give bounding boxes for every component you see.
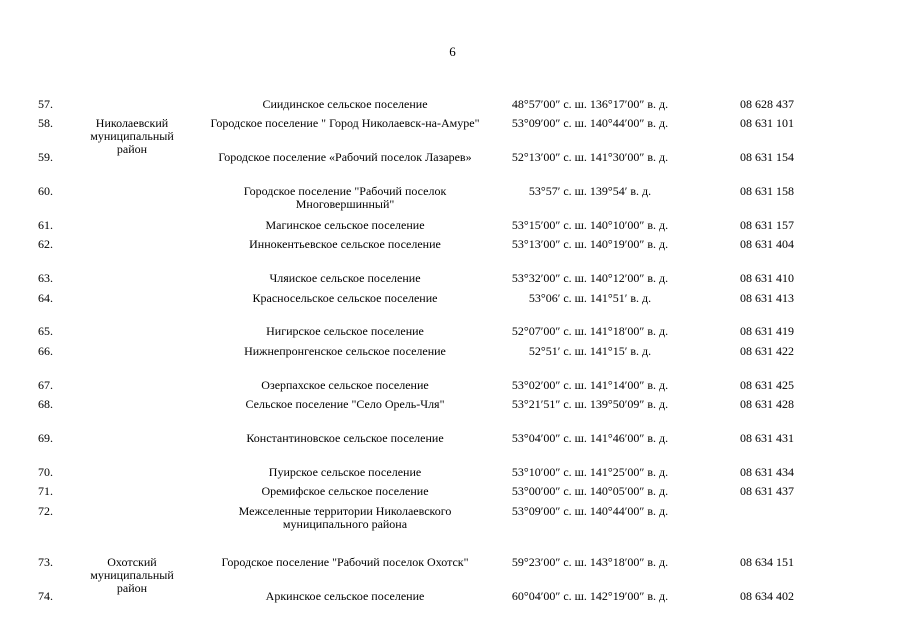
row-number: 73.	[38, 555, 53, 569]
oktmo-code: 08 631 404	[740, 237, 794, 251]
row-number: 62.	[38, 237, 53, 251]
oktmo-code: 08 631 410	[740, 271, 794, 285]
coordinates: 53°10′00″ с. ш. 141°25′00″ в. д.	[511, 465, 669, 479]
row-number: 68.	[38, 397, 53, 411]
coordinates: 53°09′00″ с. ш. 140°44′00″ в. д.	[511, 504, 669, 518]
coordinates: 53°04′00″ с. ш. 141°46′00″ в. д.	[511, 431, 669, 445]
settlement-name: Красносельское сельское поселение	[252, 291, 438, 305]
table-row	[0, 590, 905, 606]
settlement-name: Озерпахское сельское поселение	[261, 378, 429, 392]
coordinates: 53°06′ с. ш. 141°51′ в. д.	[528, 291, 652, 305]
settlement-name: Нигирское сельское поселение	[266, 324, 424, 338]
settlement-name: Городское поселение " Город Николаевск-на-Амуре"	[210, 116, 480, 130]
row-number: 74.	[38, 589, 53, 603]
coordinates: 52°51′ с. ш. 141°15′ в. д.	[528, 344, 652, 358]
oktmo-code: 08 631 422	[740, 344, 794, 358]
table-row	[0, 485, 905, 501]
settlement-name: Оремифское сельское поселение	[261, 484, 429, 498]
oktmo-code: 08 634 402	[740, 589, 794, 603]
oktmo-code: 08 628 437	[740, 97, 794, 111]
table-row	[0, 432, 905, 448]
table-row	[0, 151, 905, 167]
settlement-name: Магинское сельское поселение	[265, 218, 425, 232]
coordinates: 53°02′00″ с. ш. 141°14′00″ в. д.	[511, 378, 669, 392]
table-row	[0, 184, 905, 211]
oktmo-code: 08 631 434	[740, 465, 794, 479]
table-row	[0, 398, 905, 414]
table-row	[0, 345, 905, 361]
table-row	[0, 379, 905, 395]
table-row	[0, 292, 905, 308]
settlement-name: Городское поселение "Рабочий поселок Многовершинный"	[243, 184, 447, 211]
page-number: 6	[449, 44, 456, 59]
row-number: 69.	[38, 431, 53, 445]
coordinates: 53°32′00″ с. ш. 140°12′00″ в. д.	[511, 271, 669, 285]
oktmo-code: 08 631 425	[740, 378, 794, 392]
oktmo-code: 08 631 419	[740, 324, 794, 338]
table-row	[0, 556, 905, 572]
settlement-name: Сиидинское сельское поселение	[262, 97, 428, 111]
row-number: 60.	[38, 184, 53, 198]
table-row	[0, 98, 905, 114]
coordinates: 53°09′00″ с. ш. 140°44′00″ в. д.	[511, 116, 669, 130]
coordinates: 60°04′00″ с. ш. 142°19′00″ в. д.	[511, 589, 669, 603]
oktmo-code: 08 631 428	[740, 397, 794, 411]
oktmo-code: 08 631 431	[740, 431, 794, 445]
settlement-name: Чляиское сельское поселение	[269, 271, 421, 285]
settlement-name: Нижнепронгенское сельское поселение	[244, 344, 446, 358]
row-number: 67.	[38, 378, 53, 392]
table-row	[0, 504, 905, 531]
row-number: 66.	[38, 344, 53, 358]
coordinates: 53°13′00″ с. ш. 140°19′00″ в. д.	[511, 237, 669, 251]
table-row	[0, 238, 905, 254]
row-number: 71.	[38, 484, 53, 498]
coordinates: 53°15′00″ с. ш. 140°10′00″ в. д.	[511, 218, 669, 232]
oktmo-code: 08 634 151	[740, 555, 794, 569]
coordinates: 59°23′00″ с. ш. 143°18′00″ в. д.	[511, 555, 669, 569]
oktmo-code: 08 631 101	[740, 116, 794, 130]
table-row	[0, 466, 905, 482]
coordinates: 52°07′00″ с. ш. 141°18′00″ в. д.	[511, 324, 669, 338]
coordinates: 48°57′00″ с. ш. 136°17′00″ в. д.	[511, 97, 669, 111]
settlement-name: Константиновское сельское поселение	[246, 431, 444, 445]
oktmo-code: 08 631 154	[740, 150, 794, 164]
table-row	[0, 117, 905, 133]
oktmo-code: 08 631 158	[740, 184, 794, 198]
settlement-name: Пуирское сельское поселение	[268, 465, 422, 479]
settlement-name: Межселенные территории Николаевского муниципального района	[238, 504, 452, 531]
row-number: 72.	[38, 504, 53, 518]
row-number: 65.	[38, 324, 53, 338]
coordinates: 53°21′51″ с. ш. 139°50′09″ в. д.	[511, 397, 669, 411]
oktmo-code: 08 631 437	[740, 484, 794, 498]
row-number: 59.	[38, 150, 53, 164]
settlement-name: Иннокентьевское сельское поселение	[249, 237, 441, 251]
row-number: 57.	[38, 97, 53, 111]
table-row	[0, 219, 905, 235]
settlement-name: Сельское поселение "Село Орель-Чля"	[245, 397, 445, 411]
row-number: 63.	[38, 271, 53, 285]
district-label-okhotsky: Охотский муниципальный район	[90, 555, 174, 595]
oktmo-code: 08 631 157	[740, 218, 794, 232]
table-row	[0, 325, 905, 341]
coordinates: 52°13′00″ с. ш. 141°30′00″ в. д.	[511, 150, 669, 164]
row-number: 64.	[38, 291, 53, 305]
settlement-name: Городское поселение "Рабочий поселок Охотск"	[221, 555, 469, 569]
coordinates: 53°57′ с. ш. 139°54′ в. д.	[528, 184, 652, 198]
table-row	[0, 272, 905, 288]
settlement-name: Городское поселение «Рабочий поселок Лазарев»	[218, 150, 472, 164]
row-number: 58.	[38, 116, 53, 130]
row-number: 70.	[38, 465, 53, 479]
oktmo-code: 08 631 413	[740, 291, 794, 305]
settlement-name: Аркинское сельское поселение	[265, 589, 425, 603]
coordinates: 53°00′00″ с. ш. 140°05′00″ в. д.	[511, 484, 669, 498]
district-label-nikolaevsky: Николаевский муниципальный район	[90, 116, 174, 156]
row-number: 61.	[38, 218, 53, 232]
